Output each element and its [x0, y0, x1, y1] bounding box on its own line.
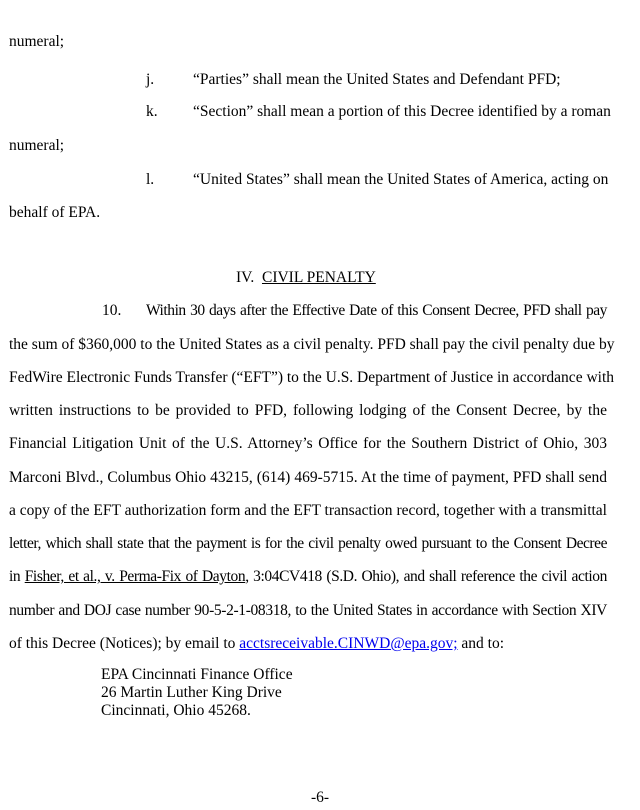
paragraph-line: Marconi Blvd., Columbus Ohio 43215, (614) 469-5715. At the time of payment, PFD shall send [9, 469, 607, 486]
paragraph-line: FedWire Electronic Funds Transfer (“EFT”) to the U.S. Department of Justice in accordance with [9, 369, 614, 386]
address-line: 26 Martin Luther King Drive [101, 684, 282, 701]
address-line: EPA Cincinnati Finance Office [101, 666, 293, 683]
paragraph-line: a copy of the EFT authorization form and the EFT transaction record, together with a transmittal [9, 502, 607, 519]
section-heading [236, 269, 376, 287]
paragraph-line [9, 635, 504, 653]
paragraph-line: Financial Litigation Unit of the U.S. Attorney’s Office for the Southern District of Ohio, 303 [9, 435, 607, 452]
definition-text-l: “United States” shall mean the United States of America, acting on [193, 171, 609, 188]
definition-continuation-l: behalf of EPA. [9, 204, 101, 221]
definition-letter-k: k. [146, 103, 158, 120]
definition-continuation-k: numeral; [9, 137, 65, 154]
definition-continuation: numeral; [9, 33, 65, 50]
line-prefix: in [9, 568, 21, 585]
definition-text-j: “Parties” shall mean the United States and Defendant PFD; [193, 71, 561, 88]
section-title: CIVIL PENALTY [261, 269, 376, 286]
email-link[interactable]: acctsreceivable.CINWD@epa.gov; [239, 635, 458, 652]
address-line: Cincinnati, Ohio 45268. [101, 702, 251, 719]
definition-letter-j: j. [146, 71, 155, 88]
paragraph-number: 10. [102, 302, 122, 319]
section-number: IV. [236, 269, 255, 286]
paragraph-line: Within 30 days after the Effective Date of this Consent Decree, PFD shall pay [146, 302, 607, 319]
address-block [101, 666, 293, 720]
line-prefix: of this Decree (Notices); by email to [9, 635, 236, 652]
definition-letter-l: l. [146, 171, 155, 188]
paragraph-line: letter, which shall state that the payment is for the civil penalty owed pursuant to the Consent Decree [9, 535, 607, 552]
definition-text-k: “Section” shall mean a portion of this Decree identified by a roman [193, 103, 611, 120]
line-suffix: and to: [461, 635, 505, 652]
page-number: -6- [310, 789, 330, 806]
paragraph-line: written instructions to be provided to PFD, following lodging of the Consent Decree, by the [9, 402, 607, 419]
paragraph-line: the sum of $360,000 to the United States as a civil penalty. PFD shall pay the civil penalty due by [9, 336, 615, 353]
paragraph-line [9, 568, 607, 586]
case-name: Fisher, et al., v. Perma-Fix of Dayton [24, 568, 246, 585]
paragraph-line: number and DOJ case number 90-5-2-1-08318, to the United States in accordance with Section XIV [9, 602, 607, 619]
line-rest: , 3:04CV418 (S.D. Ohio), and shall reference the civil action [245, 568, 607, 585]
